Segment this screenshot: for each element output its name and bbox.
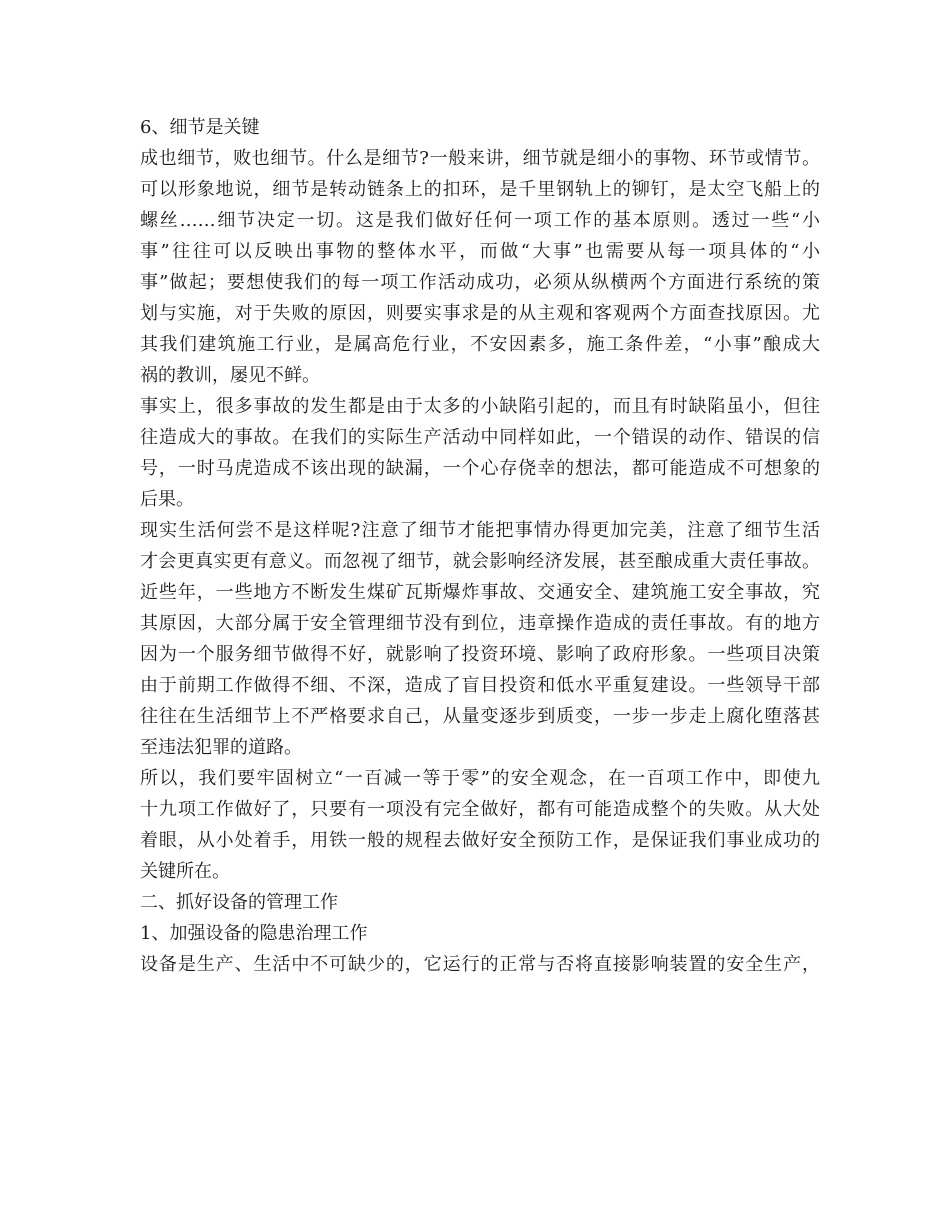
heading-text: 1、加强设备的隐患治理工作 [140, 923, 368, 944]
text-line: 事”做起；要想使我们的每一项工作活动成功，必须从纵横两个方面进行系统的策 [140, 272, 820, 293]
text-line: 其原因，大部分属于安全管理细节没有到位，违章操作造成的责任事故。有的地方 [140, 613, 820, 634]
text-line: 关键所在。 [140, 861, 230, 882]
text-line: 才会更真实更有意义。而忽视了细节，就会影响经济发展，甚至酿成重大责任事故。 [140, 551, 820, 572]
text-line: 事”往往可以反映出事物的整体水平，而做“大事”也需要从每一项具体的“小 [140, 241, 820, 262]
text-line: 划与实施，对于失败的原因，则要实事求是的从主观和客观两个方面查找原因。尤 [140, 303, 820, 324]
paragraph-detail-intro [140, 143, 820, 391]
text-line: 至违法犯罪的道路。 [140, 737, 302, 758]
text-line: 螺丝……细节决定一切。这是我们做好任何一项工作的基本原则。透过一些“小 [140, 210, 820, 231]
text-line: 成也细节，败也细节。什么是细节?一般来讲，细节就是细小的事物、环节或情节。 [140, 148, 820, 169]
text-line: 着眼，从小处着手，用铁一般的规程去做好安全预防工作，是保证我们事业成功的 [140, 830, 820, 851]
paragraph-real-life [140, 515, 820, 763]
text-line: 十九项工作做好了，只要有一项没有完全做好，都有可能造成整个的失败。从大处 [140, 799, 820, 820]
text-line: 祸的教训，屡见不鲜。 [140, 365, 320, 386]
text-line: 可以形象地说，细节是转动链条上的扣环，是千里钢轨上的铆钉，是太空飞船上的 [140, 179, 820, 200]
text-line: 近些年，一些地方不断发生煤矿瓦斯爆炸事故、交通安全、建筑施工安全事故，究 [140, 582, 820, 603]
paragraph-equipment [140, 949, 820, 980]
text-line: 由于前期工作做得不细、不深，造成了盲目投资和低水平重复建设。一些领导干部 [140, 675, 820, 696]
text-line: 往往在生活细节上不严格要求自己，从量变逐步到质变，一步一步走上腐化堕落甚 [140, 706, 820, 727]
section-heading-detail-key [140, 112, 820, 143]
paragraph-accidents [140, 391, 820, 515]
text-line: 设备是生产、生活中不可缺少的，它运行的正常与否将直接影响装置的安全生产， [140, 954, 820, 975]
document-page [140, 112, 820, 980]
text-line: 后果。 [140, 489, 194, 510]
section-heading-hazard-treatment [140, 918, 820, 949]
paragraph-safety-concept [140, 763, 820, 887]
text-line: 现实生活何尝不是这样呢?注意了细节才能把事情办得更加完美，注意了细节生活 [140, 520, 820, 541]
text-line: 号，一时马虎造成不该出现的缺漏，一个心存侥幸的想法，都可能造成不可想象的 [140, 458, 820, 479]
text-line: 往造成大的事故。在我们的实际生产活动中同样如此，一个错误的动作、错误的信 [140, 427, 820, 448]
text-line: 因为一个服务细节做得不好，就影响了投资环境、影响了政府形象。一些项目决策 [140, 644, 820, 665]
text-line: 其我们建筑施工行业，是属高危行业，不安因素多，施工条件差，“小事”酿成大 [140, 334, 820, 355]
heading-text: 二、抓好设备的管理工作 [140, 892, 338, 913]
text-line: 所以，我们要牢固树立“一百减一等于零”的安全观念，在一百项工作中，即使九 [140, 768, 820, 789]
text-line: 事实上，很多事故的发生都是由于太多的小缺陷引起的，而且有时缺陷虽小，但往 [140, 396, 820, 417]
heading-text: 6、细节是关键 [140, 117, 260, 138]
section-heading-equipment-management [140, 887, 820, 918]
